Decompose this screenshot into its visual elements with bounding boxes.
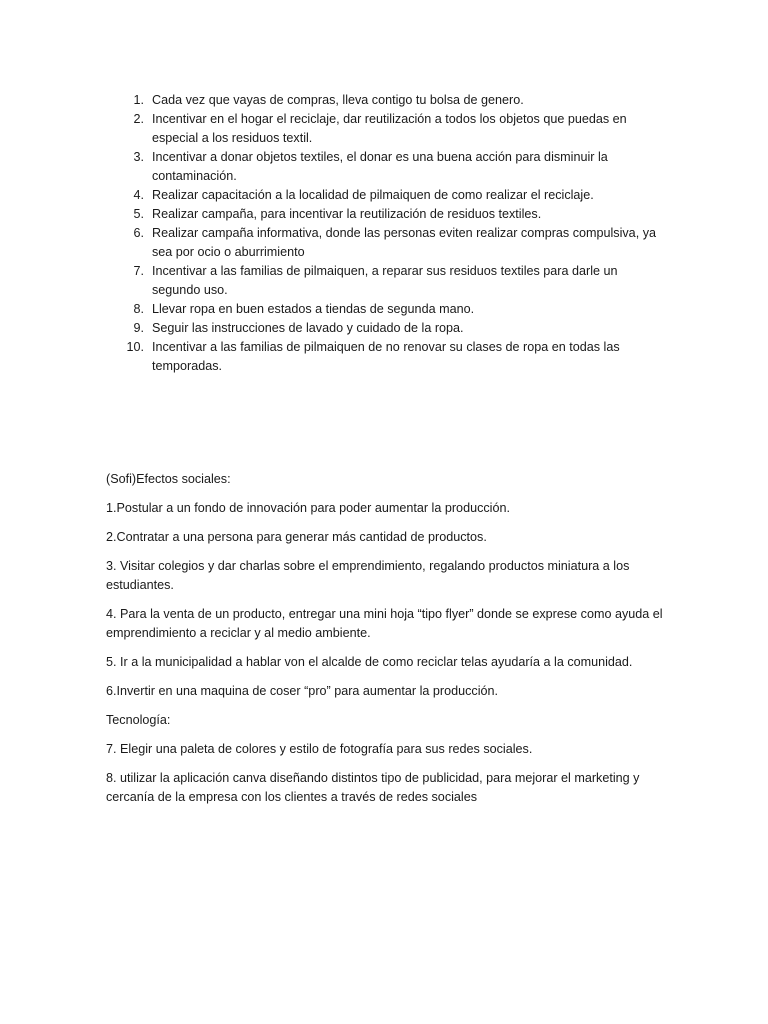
social-effect-item: 4. Para la venta de un producto, entregar una mini hoja “tipo flyer” donde se exprese como ayuda el emprendimiento a reciclar y al medio ambiente. bbox=[106, 607, 663, 640]
list-item-number: 3. bbox=[133, 150, 144, 164]
list-item-text: Incentivar a las familias de pilmaiquen, a reparar sus residuos textiles para darle un segundo uso. bbox=[152, 264, 618, 297]
social-effect-item: 3. Visitar colegios y dar charlas sobre el emprendimiento, regalando productos miniatura a los estudiantes. bbox=[106, 559, 630, 592]
list-item bbox=[106, 91, 666, 110]
social-effects-heading: (Sofi)Efectos sociales: bbox=[106, 472, 231, 486]
technology-item: 8. utilizar la aplicación canva diseñando distintos tipo de publicidad, para mejorar el marketing y cercanía de la empresa con los clientes a través de redes sociales bbox=[106, 771, 640, 804]
list-item-text: Incentivar en el hogar el reciclaje, dar reutilización a todos los objetos que puedas en especial a los residuos textil. bbox=[152, 112, 627, 145]
list-item-text: Seguir las instrucciones de lavado y cuidado de la ropa. bbox=[152, 321, 464, 335]
social-effect-item: 1.Postular a un fondo de innovación para poder aumentar la producción. bbox=[106, 501, 510, 515]
list-item-text: Cada vez que vayas de compras, lleva contigo tu bolsa de genero. bbox=[152, 93, 524, 107]
social-effects-section bbox=[106, 470, 666, 817]
list-item-text: Realizar campaña informativa, donde las personas eviten realizar compras compulsiva, ya sea por ocio o aburrimiento bbox=[152, 226, 656, 259]
list-item bbox=[106, 148, 666, 186]
list-item-number: 2. bbox=[133, 112, 144, 126]
list-item bbox=[106, 186, 666, 205]
list-item bbox=[106, 319, 666, 338]
list-item bbox=[106, 338, 666, 376]
list-item-number: 9. bbox=[133, 321, 144, 335]
list-item bbox=[106, 110, 666, 148]
social-effect-item: 6.Invertir en una maquina de coser “pro” para aumentar la producción. bbox=[106, 684, 499, 698]
list-item-text: Llevar ropa en buen estados a tiendas de segunda mano. bbox=[152, 302, 475, 316]
social-effect-item: 2.Contratar a una persona para generar más cantidad de productos. bbox=[106, 530, 487, 544]
list-item-number: 4. bbox=[133, 188, 144, 202]
technology-item: 7. Elegir una paleta de colores y estilo de fotografía para sus redes sociales. bbox=[106, 742, 533, 756]
numbered-list bbox=[106, 91, 666, 376]
list-item-text: Incentivar a donar objetos textiles, el donar es una buena acción para disminuir la contaminación. bbox=[152, 150, 608, 183]
list-item-number: 10. bbox=[126, 340, 144, 354]
list-item-number: 5. bbox=[133, 207, 144, 221]
social-effect-item: 5. Ir a la municipalidad a hablar von el alcalde de como reciclar telas ayudaría a la comunidad. bbox=[106, 655, 633, 669]
technology-heading: Tecnología: bbox=[106, 713, 171, 727]
list-item-text: Realizar capacitación a la localidad de pilmaiquen de como realizar el reciclaje. bbox=[152, 188, 594, 202]
list-item bbox=[106, 300, 666, 319]
list-item bbox=[106, 224, 666, 262]
list-item-number: 8. bbox=[133, 302, 144, 316]
list-item bbox=[106, 262, 666, 300]
list-item-number: 6. bbox=[133, 226, 144, 240]
list-item-text: Incentivar a las familias de pilmaiquen de no renovar su clases de ropa en todas las temporadas. bbox=[152, 340, 620, 373]
list-item-number: 1. bbox=[133, 93, 144, 107]
list-item bbox=[106, 205, 666, 224]
list-item-text: Realizar campaña, para incentivar la reutilización de residuos textiles. bbox=[152, 207, 542, 221]
list-item-number: 7. bbox=[133, 264, 144, 278]
